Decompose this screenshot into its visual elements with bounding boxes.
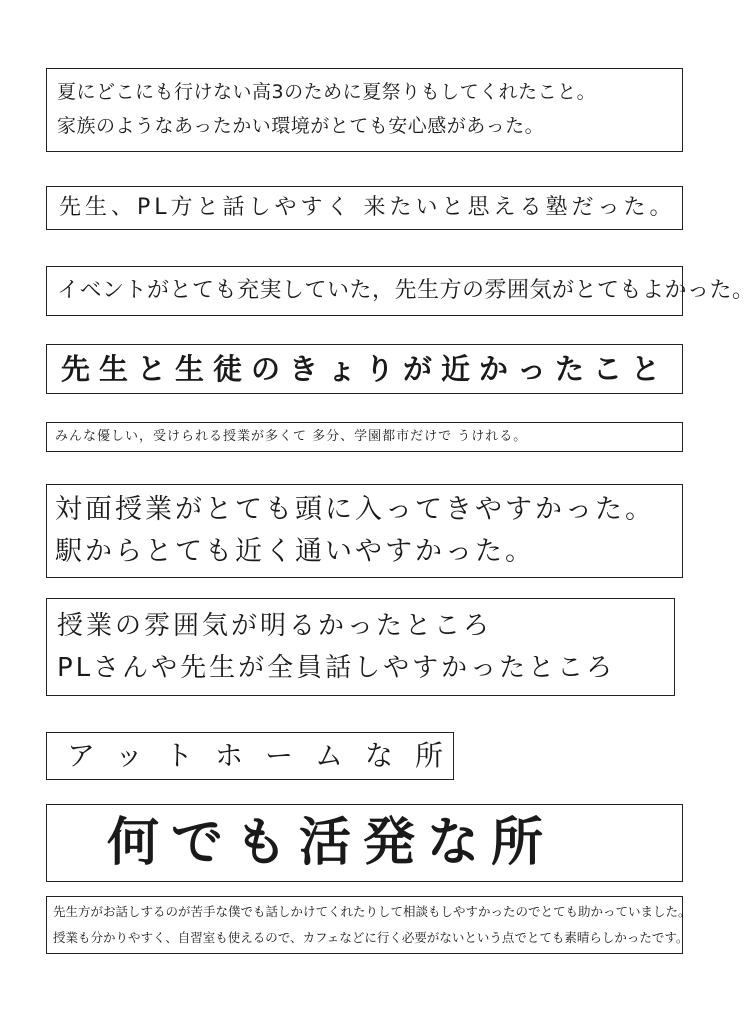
comment-2-line-1: 先生、PL方と話しやすく 来たいと思える塾だった。	[59, 195, 676, 220]
comment-card-1	[46, 68, 683, 152]
comment-card-9	[46, 804, 683, 882]
comment-1-line-2: 家族のようなあったかい環境がとても安心感があった。	[57, 115, 545, 137]
comment-6-line-1: 対面授業がとても頭に入ってきやすかった。	[55, 494, 655, 525]
comment-6-line-2: 駅からとても近く通いやすかった。	[55, 536, 535, 567]
comment-8-line-1: アットホームな所	[67, 739, 466, 772]
comment-9-line-1: 何でも活発な所	[107, 813, 556, 873]
comment-7-line-2: PLさんや先生が全員話しやすかったところ	[57, 653, 616, 683]
comment-card-4	[46, 344, 683, 394]
comment-card-6	[46, 484, 683, 578]
comment-card-8	[46, 732, 466, 780]
comment-3-line-1: イベントがとても充実していた，先生方の雰囲気がとてもよかった。	[57, 278, 755, 303]
comment-7-line-1: 授業の雰囲気が明るかったところ	[57, 611, 493, 641]
comment-10-line-2: 授業も分かりやすく、自習室も使えるので、カフェなどに行く必要がないという点でとても素晴らしかったです。	[53, 930, 689, 945]
comment-5-line-1: みんな優しい，受けられる授業が多くて 多分、学園都市だけで うけれる。	[55, 429, 528, 444]
comment-card-10	[46, 896, 691, 954]
comment-card-3	[46, 266, 755, 316]
comment-card-5	[46, 422, 683, 452]
comment-card-2	[46, 186, 683, 230]
comment-card-7	[46, 598, 675, 696]
comment-1-line-1: 夏にどこにも行けない高3のために夏祭りもしてくれたこと。	[57, 81, 597, 103]
comment-10-line-1: 先生方がお話しするのが苦手な僕でも話しかけてくれたりして相談もしやすかったのでとても助かっていました。	[53, 904, 691, 919]
comment-4-line-1: 先生と生徒のきょりが近かったこと	[61, 352, 670, 386]
